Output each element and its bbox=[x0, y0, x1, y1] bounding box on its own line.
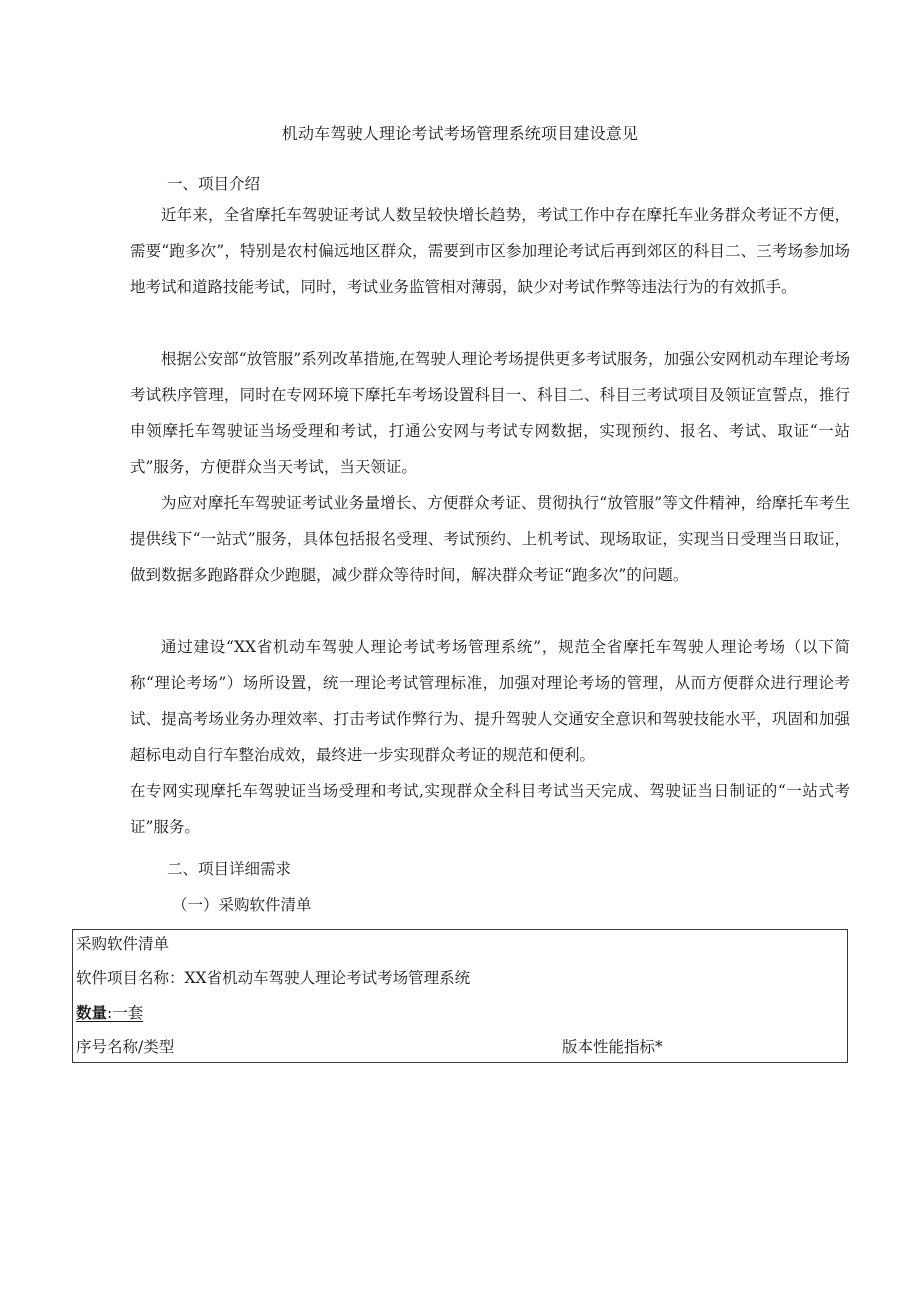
paragraph-1: 近年来，全省摩托车驾驶证考试人数呈较快增长趋势，考试工作中存在摩托车业务群众考证不方便，需要“跑多次”，特别是农村偏远地区群众，需要到市区参加理论考试后再到郊区的科目二、三考场参加场地考试和道路技能考试，同时，考试业务监管相对薄弱，缺少对考试作弊等违法行为的有效抓手。 bbox=[130, 206, 850, 296]
section-heading-detailed-requirements: 二、项目详细需求 bbox=[167, 860, 292, 878]
paragraph-5: 在专网实现摩托车驾驶证当场受理和考试,实现群众全科目考试当天完成、驾驶证当日制证的“一站式考证”服务。 bbox=[130, 782, 850, 836]
quantity-row bbox=[76, 1000, 143, 1026]
column-header-version-performance: 版本性能指标* bbox=[562, 1038, 663, 1056]
section-heading-project-intro: 一、项目介绍 bbox=[167, 175, 261, 193]
table-caption: 采购软件清单 bbox=[76, 935, 170, 953]
paragraph-2: 根据公安部“放管服”系列改革措施,在驾驶人理论考场提供更多考试服务，加强公安网机动车理论考场考试秩序管理，同时在专网环境下摩托车考场设置科目一、科目二、科目三考试项目及领证宣誓点，推行申领摩托车驾驶证当场受理和考试，打通公安网与考试专网数据，实现预约、报名、考试、取证“一站式”服务，方便群众当天考试，当天领证。 bbox=[130, 350, 850, 476]
software-project-name: 软件项目名称：XX省机动车驾驶人理论考试考场管理系统 bbox=[76, 969, 471, 987]
software-list-table bbox=[72, 929, 848, 1063]
quantity-value: :一套 bbox=[107, 1004, 144, 1022]
subsection-heading-software-list: （一）采购软件清单 bbox=[172, 896, 312, 914]
document-title: 机动车驾驶人理论考试考场管理系统项目建设意见 bbox=[281, 124, 639, 143]
column-header-seq-name-type: 序号名称/类型 bbox=[76, 1038, 175, 1056]
paragraph-3: 为应对摩托车驾驶证考试业务量增长、方便群众考证、贯彻执行“放管服”等文件精神，给摩托车考生提供线下“一站式”服务，具体包括报名受理、考试预约、上机考试、现场取证，实现当日受理当日取证，做到数据多跑路群众少跑腿，减少群众等待时间，解决群众考证“跑多次”的问题。 bbox=[130, 494, 850, 584]
paragraph-4: 通过建设“XX省机动车驾驶人理论考试考场管理系统”，规范全省摩托车驾驶人理论考场（以下简称“理论考场”）场所设置，统一理论考试管理标准，加强对理论考场的管理，从而方便群众进行理论考试、提高考场业务办理效率、打击考试作弊行为、提升驾驶人交通安全意识和驾驶技能水平，巩固和加强超标电动自行车整治成效，最终进一步实现群众考证的规范和便利。 bbox=[130, 638, 850, 764]
quantity-label: 数量 bbox=[76, 1003, 108, 1022]
